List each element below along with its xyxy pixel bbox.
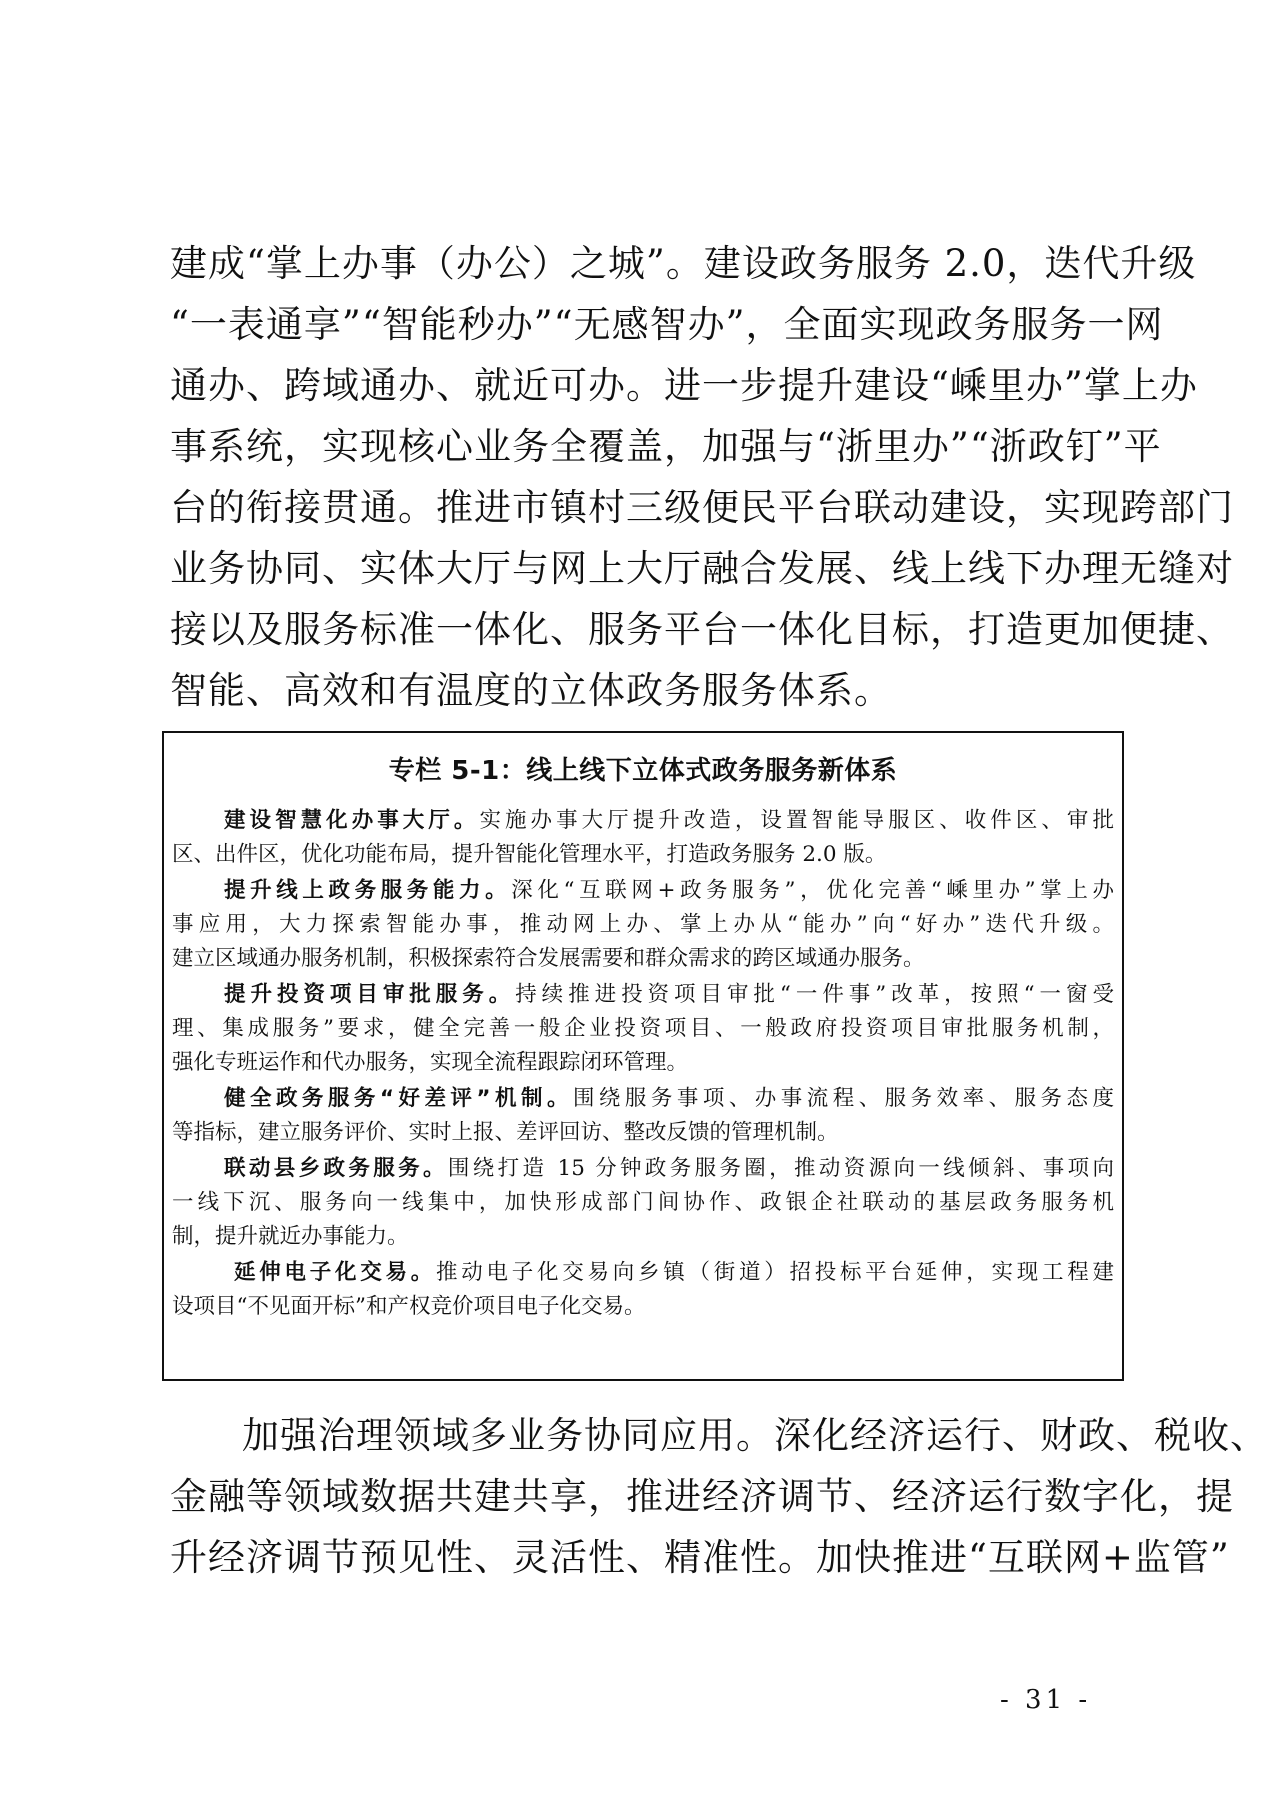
column-item-line: 事应用，大力探索智能办事，推动网上办、掌上办从“能办”向“好办”迭代升级。 (172, 912, 1114, 937)
column-item-line (224, 873, 1114, 909)
body-line: 升经济调节预见性、灵活性、精准性。加快推进“互联网+监管” (170, 1536, 1230, 1579)
column-item-line: 设项目“不见面开标”和产权竞价项目电子化交易。 (172, 1294, 646, 1319)
column-item-line: 等指标，建立服务评价、实时上报、差评回访、整改反馈的管理机制。 (172, 1120, 839, 1145)
column-item-text: 围绕服务事项、办事流程、服务效率、服务态度 (572, 1086, 1114, 1111)
column-item-text: 深化“互联网+政务服务”，优化完善“嵊里办”掌上办 (511, 878, 1114, 903)
column-item-heading: 提升线上政务服务能力。 (224, 878, 512, 903)
body-line: 接以及服务标准一体化、服务平台一体化目标，打造更加便捷、 (170, 608, 1234, 651)
column-item-text: 推动电子化交易向乡镇（街道）招投标平台延伸，实现工程建 (436, 1260, 1114, 1285)
column-item-text: 围绕打造 15 分钟政务服务圈，推动资源向一线倾斜、事项向 (447, 1156, 1114, 1181)
column-item-line (224, 1151, 1114, 1187)
column-item-text: 实施办事大厅提升改造，设置智能导服区、收件区、审批 (479, 808, 1114, 833)
body-line: 加强治理领域多业务协同应用。深化经济运行、财政、税收、 (242, 1414, 1268, 1457)
column-item-heading: 提升投资项目审批服务。 (224, 982, 516, 1007)
body-line: 事系统，实现核心业务全覆盖，加强与“浙里办”“浙政钉”平 (170, 425, 1162, 468)
column-title: 专栏 5-1：线上线下立体式政务服务新体系 (388, 756, 898, 786)
column-item-line: 强化专班运作和代办服务，实现全流程跟踪闭环管理。 (172, 1050, 689, 1075)
column-item-heading: 健全政务服务“好差评”机制。 (224, 1086, 573, 1111)
column-item-heading: 联动县乡政务服务。 (224, 1156, 448, 1181)
page-number: - 31 - (1000, 1685, 1092, 1715)
column-item-line: 区、出件区，优化功能布局，提升智能化管理水平，打造政务服务 2.0 版。 (172, 842, 887, 867)
body-line: 建成“掌上办事（办公）之城”。建设政务服务 2.0，迭代升级 (170, 242, 1197, 285)
column-item-line: 理、集成服务”要求，健全完善一般企业投资项目、一般政府投资项目审批服务机制， (172, 1016, 1114, 1041)
column-item-line (224, 977, 1114, 1013)
column-item-line: 一线下沉、服务向一线集中，加快形成部门间协作、政银企社联动的基层政务服务机 (172, 1190, 1114, 1215)
body-line: 智能、高效和有温度的立体政务服务体系。 (170, 669, 892, 712)
body-line: 金融等领域数据共建共享，推进经济调节、经济运行数字化，提 (170, 1475, 1234, 1518)
column-item-line: 建立区域通办服务机制，积极探索符合发展需要和群众需求的跨区域通办服务。 (172, 946, 925, 971)
body-line: 通办、跨域通办、就近可办。进一步提升建设“嵊里办”掌上办 (170, 364, 1198, 407)
column-item-heading: 建设智慧化办事大厅。 (224, 808, 480, 833)
column-item-line (224, 1081, 1114, 1117)
body-line: 业务协同、实体大厅与网上大厅融合发展、线上线下办理无缝对 (170, 547, 1234, 590)
column-item-line (224, 803, 1114, 839)
column-item-text: 持续推进投资项目审批“一件事”改革，按照“一窗受 (515, 982, 1114, 1007)
column-item-heading: 延伸电子化交易。 (234, 1260, 436, 1285)
body-line: “一表通享”“智能秒办”“无感智办”，全面实现政务服务一网 (170, 303, 1164, 346)
column-item-line (234, 1255, 1114, 1291)
body-line: 台的衔接贯通。推进市镇村三级便民平台联动建设，实现跨部门 (170, 486, 1234, 529)
special-column-box (162, 731, 1124, 1381)
column-item-line: 制，提升就近办事能力。 (172, 1224, 409, 1249)
